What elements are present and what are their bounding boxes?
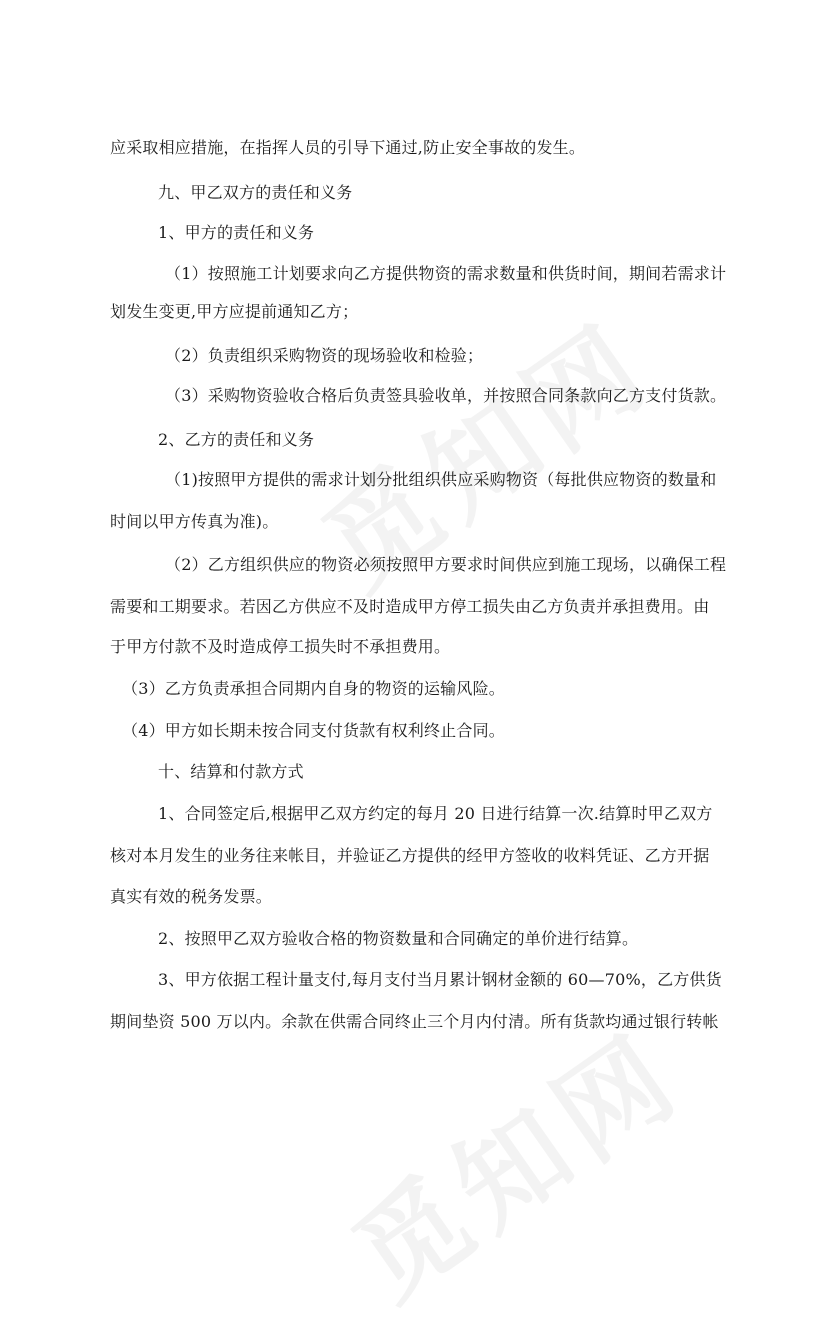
paragraph-line: （2）负责组织采购物资的现场验收和检验；: [165, 346, 484, 365]
paragraph-line: 划发生变更,甲方应提前通知乙方；: [110, 302, 359, 321]
paragraph-line: 于甲方付款不及时造成停工损失时不承担费用。: [110, 637, 451, 656]
paragraph-line: 1、合同签定后,根据甲乙双方约定的每月 20 日进行结算一次.结算时甲乙双方: [158, 804, 713, 823]
section-heading: 九、甲乙双方的责任和义务: [158, 183, 353, 202]
paragraph-line: （1)按照甲方提供的需求计划分批组织供应采购物资（每批供应物资的数量和: [165, 470, 717, 489]
paragraph-line: （2）乙方组织供应的物资必须按照甲方要求时间供应到施工现场，以确保工程: [165, 555, 727, 574]
paragraph-line: 期间垫资 500 万以内。余款在供需合同终止三个月内付清。所有货款均通过银行转帐: [110, 1012, 719, 1031]
paragraph-line: （1）按照施工计划要求向乙方提供物资的需求数量和供货时间，期间若需求计: [165, 264, 727, 283]
paragraph-line: （3）采购物资验收合格后负责签具验收单，并按照合同条款向乙方支付货款。: [165, 386, 727, 405]
paragraph-line: 真实有效的税务发票。: [110, 887, 273, 906]
subsection-heading: 2、乙方的责任和义务: [158, 430, 315, 449]
paragraph-line: 需要和工期要求。若因乙方供应不及时造成甲方停工损失由乙方负责并承担费用。由: [110, 597, 710, 616]
section-heading: 十、结算和付款方式: [158, 762, 304, 781]
watermark: [318, 989, 708, 1328]
subsection-heading: 1、甲方的责任和义务: [158, 223, 315, 242]
paragraph-line: 3、甲方依据工程计量支付,每月支付当月累计钢材金额的 60—70%，乙方供货: [158, 970, 722, 989]
paragraph-line: （3）乙方负责承担合同期内自身的物资的运输风险。: [122, 679, 505, 698]
paragraph-line: 应采取相应措施，在指挥人员的引导下通过,防止安全事故的发生。: [110, 138, 586, 157]
paragraph-line: 2、按照甲乙双方验收合格的物资数量和合同确定的单价进行结算。: [158, 929, 639, 948]
paragraph-line: 核对本月发生的业务往来帐目，并验证乙方提供的经甲方签收的收料凭证、乙方开据: [110, 846, 710, 865]
paragraph-line: 时间以甲方传真为准)。: [110, 512, 279, 531]
paragraph-line: （4）甲方如长期未按合同支付货款有权利终止合同。: [122, 721, 505, 740]
